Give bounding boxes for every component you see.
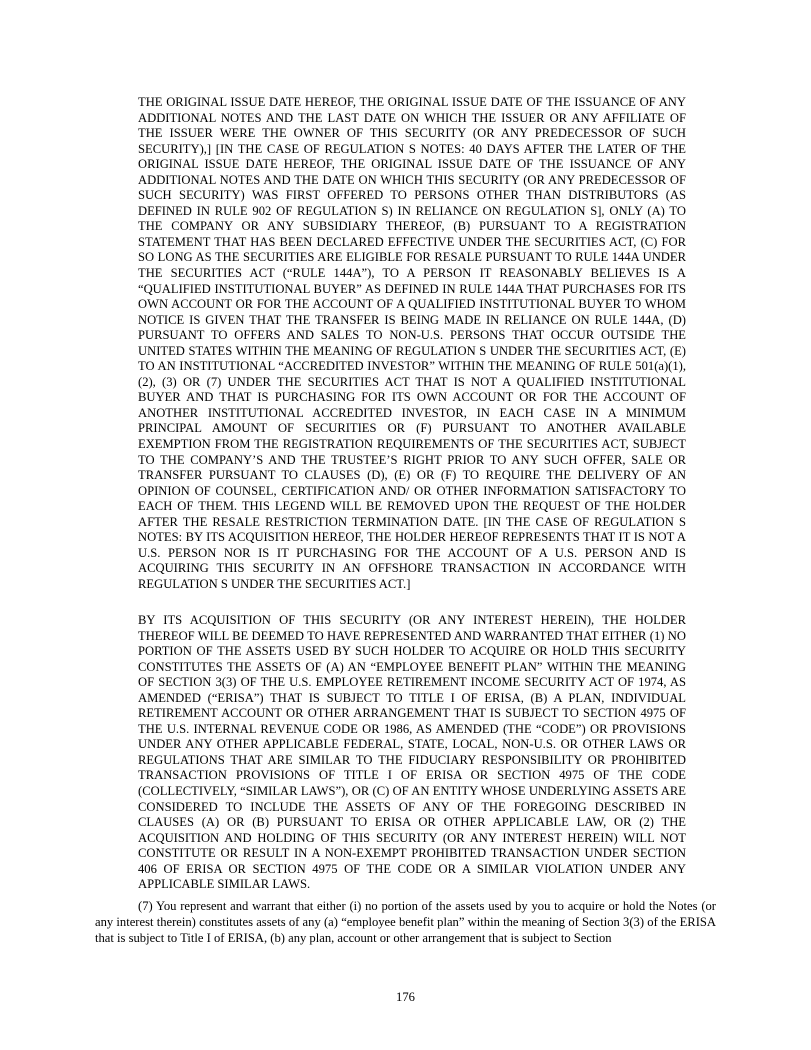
page-number: 176 xyxy=(396,990,415,1004)
representation-paragraph-7: (7) You represent and warrant that either (i) no portion of the assets used by you to acquire or hold the Notes (or any interest therein) constitutes assets of any (a) “employee benefit plan” within the meaning of Section 3(3) of the ERISA that is subject to Title I of ERISA, (b) any plan, account or other arrangement that is subject to Section xyxy=(95,899,716,946)
legend-paragraph-2: BY ITS ACQUISITION OF THIS SECURITY (OR ANY INTEREST HEREIN), THE HOLDER THEREOF WILL BE DEEMED TO HAVE REPRESENTED AND WARRANTED THAT EITHER (1) NO PORTION OF THE ASSETS USED BY SUCH HOLDER TO ACQUIRE OR HOLD THIS SECURITY CONSTITUTES THE ASSETS OF (A) AN “EMPLOYEE BENEFIT PLAN” WITHIN THE MEANING OF SECTION 3(3) OF THE U.S. EMPLOYEE RETIREMENT INCOME SECURITY ACT OF 1974, AS AMENDED (“ERISA”) THAT IS SUBJECT TO TITLE I OF ERISA, (B) A PLAN, INDIVIDUAL RETIREMENT ACCOUNT OR OTHER ARRANGEMENT THAT IS SUBJECT TO SECTION 4975 OF THE U.S. INTERNAL REVENUE CODE OR 1986, AS AMENDED (THE “CODE”) OR PROVISIONS UNDER ANY OTHER APPLICABLE FEDERAL, STATE, LOCAL, NON-U.S. OR OTHER LAWS OR REGULATIONS THAT ARE SIMILAR TO THE FIDUCIARY RESPONSIBILITY OR PROHIBITED TRANSACTION PROVISIONS OF TITLE I OF ERISA OR SECTION 4975 OF THE CODE (COLLECTIVELY, “SIMILAR LAWS”), OR (C) OF AN ENTITY WHOSE UNDERLYING ASSETS ARE CONSIDERED TO INCLUDE THE ASSETS OF ANY OF THE FOREGOING DESCRIBED IN CLAUSES (A) OR (B) PURSUANT TO ERISA OR OTHER APPLICABLE LAW, OR (2) THE ACQUISITION AND HOLDING OF THIS SECURITY (OR ANY INTEREST HEREIN) WILL NOT CONSTITUTE OR RESULT IN A NON-EXEMPT PROHIBITED TRANSACTION UNDER SECTION 406 OF ERISA OR SECTION 4975 OF THE CODE OR A SIMILAR VIOLATION UNDER ANY APPLICABLE SIMILAR LAWS. xyxy=(138,613,686,892)
legend-paragraph-1: THE ORIGINAL ISSUE DATE HEREOF, THE ORIGINAL ISSUE DATE OF THE ISSUANCE OF ANY ADDITIONAL NOTES AND THE LAST DATE ON WHICH THE ISSUER OR ANY AFFILIATE OF THE ISSUER WERE THE OWNER OF THIS SECURITY (OR ANY PREDECESSOR OF SUCH SECURITY),] [IN THE CASE OF REGULATION S NOTES: 40 DAYS AFTER THE LATER OF THE ORIGINAL ISSUE DATE HEREOF, THE ORIGINAL ISSUE DATE OF THE ISSUANCE OF ANY ADDITIONAL NOTES AND THE DATE ON WHICH THIS SECURITY (OR ANY PREDECESSOR OF SUCH SECURITY) WAS FIRST OFFERED TO PERSONS OTHER THAN DISTRIBUTORS (AS DEFINED IN RULE 902 OF REGULATION S) IN RELIANCE ON REGULATION S], ONLY (A) TO THE COMPANY OR ANY SUBSIDIARY THEREOF, (B) PURSUANT TO A REGISTRATION STATEMENT THAT HAS BEEN DECLARED EFFECTIVE UNDER THE SECURITIES ACT, (C) FOR SO LONG AS THE SECURITIES ARE ELIGIBLE FOR RESALE PURSUANT TO RULE 144A UNDER THE SECURITIES ACT (“RULE 144A”), TO A PERSON IT REASONABLY BELIEVES IS A “QUALIFIED INSTITUTIONAL BUYER” AS DEFINED IN RULE 144A THAT PURCHASES FOR ITS OWN ACCOUNT OR FOR THE ACCOUNT OF A QUALIFIED INSTITUTIONAL BUYER TO WHOM NOTICE IS GIVEN THAT THE TRANSFER IS BEING MADE IN RELIANCE ON RULE 144A, (D) PURSUANT TO OFFERS AND SALES TO NON-U.S. PERSONS THAT OCCUR OUTSIDE THE UNITED STATES WITHIN THE MEANING OF REGULATION S UNDER THE SECURITIES ACT, (E) TO AN INSTITUTIONAL “ACCREDITED INVESTOR” WITHIN THE MEANING OF RULE 501(a)(1), (2), (3) OR (7) UNDER THE SECURITIES ACT THAT IS NOT A QUALIFIED INSTITUTIONAL BUYER AND THAT IS PURCHASING FOR ITS OWN ACCOUNT OR FOR THE ACCOUNT OF ANOTHER INSTITUTIONAL ACCREDITED INVESTOR, IN EACH CASE IN A MINIMUM PRINCIPAL AMOUNT OF SECURITIES OR (F) PURSUANT TO ANOTHER AVAILABLE EXEMPTION FROM THE REGISTRATION REQUIREMENTS OF THE SECURITIES ACT, SUBJECT TO THE COMPANY’S AND THE TRUSTEE’S RIGHT PRIOR TO ANY SUCH OFFER, SALE OR TRANSFER PURSUANT TO CLAUSES (D), (E) OR (F) TO REQUIRE THE DELIVERY OF AN OPINION OF COUNSEL, CERTIFICATION AND/ OR OTHER INFORMATION SATISFACTORY TO EACH OF THEM. THIS LEGEND WILL BE REMOVED UPON THE REQUEST OF THE HOLDER AFTER THE RESALE RESTRICTION TERMINATION DATE. [IN THE CASE OF REGULATION S NOTES: BY ITS ACQUISITION HEREOF, THE HOLDER HEREOF REPRESENTS THAT IT IS NOT A U.S. PERSON NOR IS IT PURCHASING FOR THE ACCOUNT OF A U.S. PERSON AND IS ACQUIRING THIS SECURITY IN AN OFFSHORE TRANSACTION IN ACCORDANCE WITH REGULATION S UNDER THE SECURITIES ACT.] xyxy=(138,95,686,591)
